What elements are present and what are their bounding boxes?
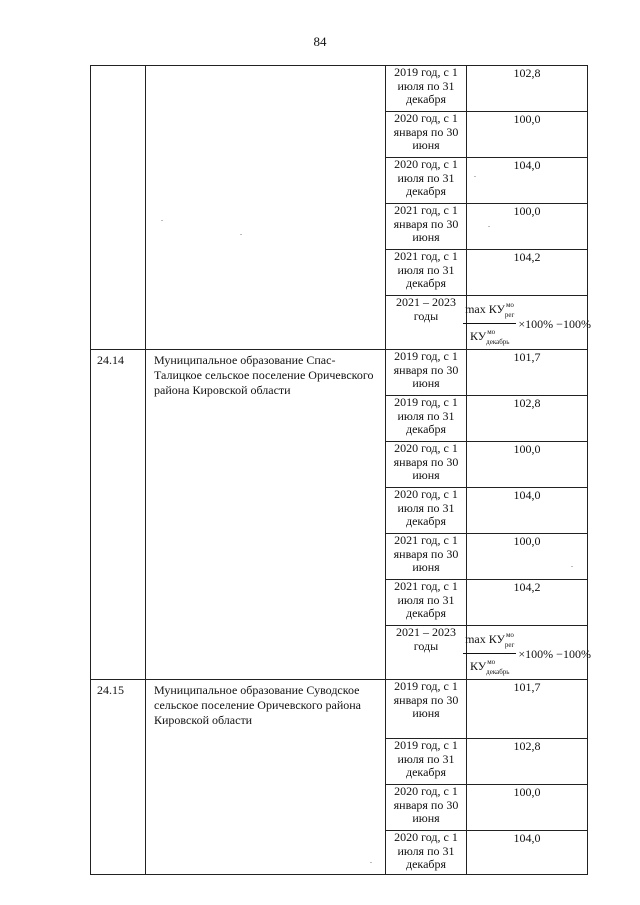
value-text: 101,7 [513, 350, 541, 364]
formula-fraction [463, 628, 516, 679]
value-text: 100,0 [513, 534, 541, 548]
value-cell [467, 580, 588, 626]
table-row [91, 66, 588, 112]
value-text: 100,0 [513, 204, 541, 218]
formula [465, 296, 591, 349]
period-cell [386, 626, 467, 680]
period-text: 2020 год, с 1 июля по 31 декабря [394, 157, 458, 198]
value-text: 100,0 [513, 785, 541, 799]
entry-name: Муниципальное образование Спас-Талицкое сельское поселение Оричевского района Кировской области [154, 353, 374, 397]
period-cell [386, 488, 467, 534]
value-text: 102,8 [513, 739, 541, 753]
entry-number: 24.15 [97, 683, 124, 697]
value-text: 104,0 [513, 831, 541, 845]
period-text: 2019 год, с 1 января по 30 июня [393, 349, 459, 390]
number-cell [91, 350, 146, 680]
table-row [91, 680, 588, 739]
formula-numerator: $\max КУ^{мо}_{рег}$ [463, 628, 516, 654]
number-cell [91, 66, 146, 350]
value-cell [467, 680, 588, 739]
period-text: 2020 год, с 1 июля по 31 декабря [394, 487, 458, 528]
value-cell [467, 66, 588, 112]
number-cell [91, 680, 146, 875]
period-text: 2019 год, с 1 июля по 31 декабря [394, 65, 458, 106]
value-text: 104,2 [513, 250, 541, 264]
value-cell [467, 112, 588, 158]
page-number: 84 [313, 34, 327, 49]
value-cell [467, 488, 588, 534]
value-cell [467, 204, 588, 250]
formula-denominator: $КУ^{мо}_{декабрь}$ [469, 658, 510, 676]
value-cell [467, 831, 588, 875]
period-cell [386, 739, 467, 785]
value-cell [467, 534, 588, 580]
period-text: 2021 год, с 1 июля по 31 декабря [394, 249, 458, 290]
formula-tail: ×100% −100% [518, 316, 591, 331]
period-cell [386, 534, 467, 580]
formula-denominator-sup: мо [487, 328, 496, 336]
period-cell [386, 396, 467, 442]
period-cell [386, 442, 467, 488]
name-cell [146, 66, 386, 350]
formula-denominator-sub: декабрь [486, 668, 510, 676]
period-cell [386, 112, 467, 158]
formula-numerator: $\max КУ^{мо}_{рег}$ [463, 298, 516, 324]
period-cell [386, 158, 467, 204]
period-cell [386, 66, 467, 112]
value-text: 104,0 [513, 488, 541, 502]
value-cell [467, 785, 588, 831]
period-text: 2021 год, с 1 января по 30 июня [393, 203, 459, 244]
formula-numerator-sub: рег [504, 311, 515, 319]
entry-name: Муниципальное образование Суводское сельское поселение Оричевского района Кировской области [154, 683, 361, 727]
period-text: 2021 – 2023 годы [396, 295, 456, 323]
period-cell [386, 785, 467, 831]
name-cell [146, 350, 386, 680]
period-text: 2020 год, с 1 января по 30 июня [393, 111, 459, 152]
period-text: 2021 год, с 1 июля по 31 декабря [394, 579, 458, 620]
period-cell [386, 831, 467, 875]
period-text: 2019 год, с 1 июля по 31 декабря [394, 395, 458, 436]
value-cell [467, 396, 588, 442]
period-cell [386, 296, 467, 350]
period-text: 2020 год, с 1 июля по 31 декабря [394, 830, 458, 871]
formula-denominator: $КУ^{мо}_{декабрь}$ [469, 328, 510, 346]
value-cell [467, 442, 588, 488]
value-text: 100,0 [513, 442, 541, 456]
value-text: 102,8 [513, 66, 541, 80]
period-text: 2019 год, с 1 января по 30 июня [393, 679, 459, 720]
value-text: 104,0 [513, 158, 541, 172]
period-cell [386, 250, 467, 296]
formula-numerator-sup: мо [505, 301, 514, 309]
period-cell [386, 204, 467, 250]
table-row [91, 350, 588, 396]
value-cell [467, 739, 588, 785]
formula-tail: ×100% −100% [518, 646, 591, 661]
period-cell [386, 580, 467, 626]
value-text: 101,7 [513, 680, 541, 694]
period-cell [386, 680, 467, 739]
value-text: 102,8 [513, 396, 541, 410]
formula-fraction [463, 298, 516, 349]
value-text: 100,0 [513, 112, 541, 126]
tariff-table [90, 65, 591, 875]
period-text: 2021 – 2023 годы [396, 625, 456, 653]
value-cell [467, 158, 588, 204]
formula-denominator-sub: декабрь [486, 338, 510, 346]
formula-denominator-sup: мо [487, 658, 496, 666]
value-cell [467, 250, 588, 296]
entry-number: 24.14 [97, 353, 124, 367]
formula-numerator-sup: мо [505, 631, 514, 639]
period-text: 2020 год, с 1 января по 30 июня [393, 441, 459, 482]
value-cell [467, 350, 588, 396]
name-cell [146, 680, 386, 875]
period-text: 2021 год, с 1 января по 30 июня [393, 533, 459, 574]
period-cell [386, 350, 467, 396]
formula [465, 626, 591, 679]
formula-cell [465, 626, 591, 680]
period-text: 2020 год, с 1 января по 30 июня [393, 784, 459, 825]
period-text: 2019 год, с 1 июля по 31 декабря [394, 738, 458, 779]
formula-cell [465, 296, 591, 350]
formula-numerator-sub: рег [504, 641, 515, 649]
value-text: 104,2 [513, 580, 541, 594]
